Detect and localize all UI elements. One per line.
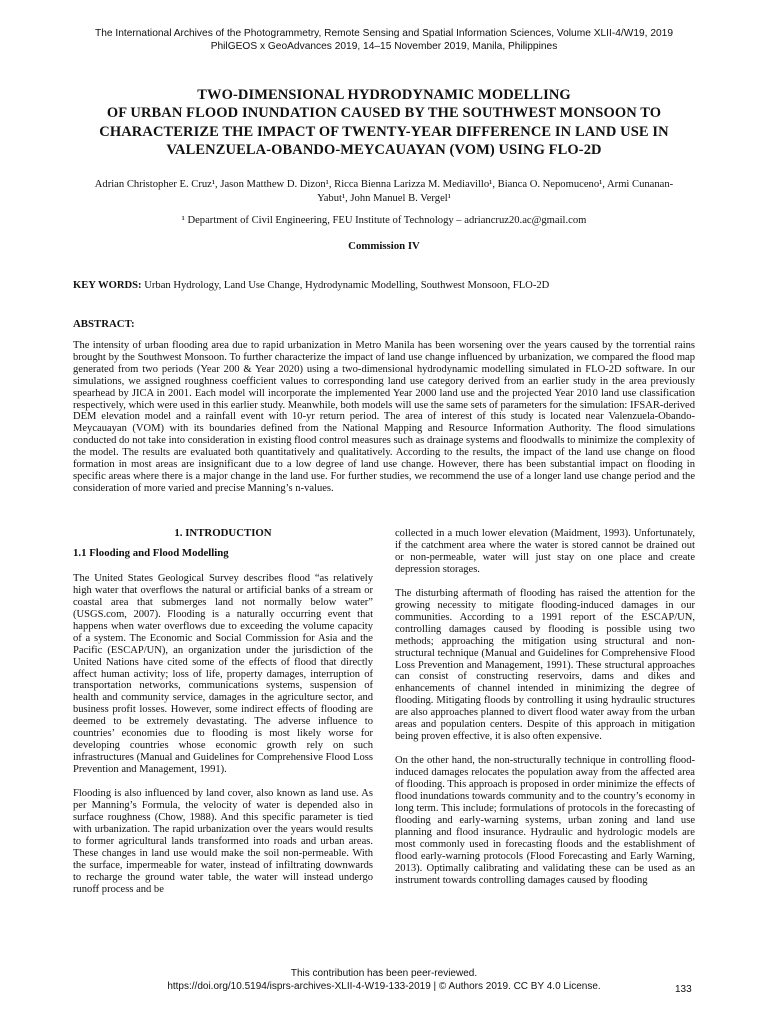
body-paragraph: collected in a much lower elevation (Maidment, 1993). Unfortunately, if the catchment area where the water is stored cannot be drained out or non-permeable, water will just stay on one place and create depression storages. xyxy=(395,528,695,575)
paper-title xyxy=(40,86,728,159)
title-line: OF URBAN FLOOD INUNDATION CAUSED BY THE SOUTHWEST MONSOON TO xyxy=(106,105,662,122)
page-number: 133 xyxy=(675,984,692,995)
abstract-text: The intensity of urban flooding area due to rapid urbanization in Metro Manila has been worsening over the years caused by the torrential rains brought by the Southwest Monsoon. To further characterize the impact of land use change influenced by urbanization, we compared the flood map generated from two periods (Year 200 & Year 2020) using a two-dimensional hydrodynamic modelling simulated in FLO-2D software. In our simulations, we assigned roughness coefficient values to corresponding land use category derived from an earlier study in the area previously spearhead by JICA in 2001. Each model will incorporate the implemented Year 2000 land use and the projected Year 2010 land use classification respectively, which were used in this earlier study. Meanwhile, both models will use the same sets of parameters for the simulation: IFSAR-derived DEM elevation model and a rainfall event with 10-yr return period. The area of interest of this study is located near Valenzuela-Obando-Meycauayan (VOM) with its boundaries defined from the National Mapping and Resource Information Authority. The flood simulations conducted do not take into consideration in existing flood control measures such as drainage systems and floodwalls to minimize the complexity of the model. The results are evaluated both quantitatively and qualitatively. According to the results, the impact of the land use change on flood formation in most areas are insignificant due to a low degree of land use change. However, there has been substantial impact on flooding in specific areas where there is a major change in the land use. For further studies, we recommend the use of a longer land use change period and the consideration of more varied and precise Manning’s n-values. xyxy=(73,340,695,494)
affiliation: ¹ Department of Civil Engineering, FEU Institute of Technology – adriancruz20.ac@gmail.com xyxy=(181,215,587,226)
body-paragraph: The disturbing aftermath of flooding has raised the attention for the growing necessity to mitigate flooding-induced damages in our communities. According to a 1991 report of the ESCAP/UN, controlling damages caused by flooding is possible using two methods; approaching the mitigation using structural and non-structural technique (Manual and Guidelines for Comprehensive Flood Loss Prevention and Management, 1991). These structural approaches can consist of constructing reservoirs, dams and dikes and enhancements of channel intended in minimizing the degree of flooding. Mitigating floods by controlling it using hydraulic structures are also approaches planned to divert flood water away from the urban areas and population centers. Despite of this approach in mitigation being proven effective, it is also often expensive. xyxy=(395,587,695,743)
body-paragraph: On the other hand, the non-structurally technique in controlling flood-induced damages relocates the population away from the affected area of flooding. This approach is proposed in order minimize the effects of flood inundations towards community and to the country’s economy in long term. This include; formulations of protocols in the forecasting of flooding and early-warning systems, urban zoning and land use planning and flood insurance. Hydraulic and hydrologic models are most commonly used in forecasting floods and the establishment of flood early-warning protocols (Flood Forecasting and Early Warning, 2013). Optimally calibrating and validating these can be used as an instrument towards controlling damages caused by flooding xyxy=(395,755,695,886)
body-paragraph: Flooding is also influenced by land cover, also known as land use. As per Manning’s Formula, the velocity of water is depended also in surface roughness (Chow, 1988). And this specific parameter is tied with urbanization. The rapid urbanization over the years would results to former agricultural lands transformed into roads and urban areas. These changes in land use would make the soil non-permeable. With the surface, impermeable for water, instead of infiltrating downwards to recharge the ground water table, the water will instead undergo runoff process and be xyxy=(73,788,373,895)
title-line: TWO-DIMENSIONAL HYDRODYNAMIC MODELLING xyxy=(197,87,571,103)
running-header xyxy=(0,27,768,53)
right-column xyxy=(395,528,695,899)
keywords-label: KEY WORDS: xyxy=(73,280,142,291)
header-conference-line: PhilGEOS x GeoAdvances 2019, 14–15 November 2019, Manila, Philippines xyxy=(210,41,558,52)
subsection-heading-flooding: 1.1 Flooding and Flood Modelling xyxy=(73,546,229,559)
page-footer xyxy=(0,968,768,993)
abstract-heading: ABSTRACT: xyxy=(73,318,135,330)
keywords-text: Urban Hydrology, Land Use Change, Hydrodynamic Modelling, Southwest Monsoon, FLO-2D xyxy=(141,280,550,291)
author-list: Adrian Christopher E. Cruz¹, Jason Matthew D. Dizon¹, Ricca Bienna Larizza M. Mediavillo¹, Bianca O. Nepomuceno¹, Armi Cunanan-Yabut¹, John Manuel B. Vergel¹ xyxy=(94,179,674,204)
section-heading-introduction: 1. INTRODUCTION xyxy=(174,527,272,539)
doi-license-line: https://doi.org/10.5194/isprs-archives-XLII-4-W19-133-2019 | © Authors 2019. CC BY 4.0 License. xyxy=(167,980,601,992)
keywords xyxy=(73,279,695,292)
header-volume-line: The International Archives of the Photogrammetry, Remote Sensing and Spatial Information Sciences, Volume XLII-4/W19, 2019 xyxy=(95,28,673,39)
peer-review-note: This contribution has been peer-reviewed. xyxy=(290,968,478,979)
title-line: VALENZUELA-OBANDO-MEYCAUAYAN (VOM) USING FLO-2D xyxy=(166,141,602,158)
title-line: CHARACTERIZE THE IMPACT OF TWENTY-YEAR DIFFERENCE IN LAND USE IN xyxy=(99,123,669,140)
commission-label: Commission IV xyxy=(348,240,420,252)
left-column xyxy=(73,528,373,908)
body-paragraph: The United States Geological Survey describes flood “as relatively high water that overflows the natural or artificial banks of a stream or coastal area that submerges land not normally below water” (USGS.com, 2007). Flooding is a naturally occurring event that happens when water overflows due to exceeding the volume capacity of a system. The Economic and Social Commission for Asia and the Pacific (ESCAP/UN), an organization under the jurisdiction of the United Nations have cited some of the effects of flood that directly affect human activity; loss of life, property damages, interruption of transportation networks, communications systems, suspension of health and community service, damages in the agriculture sector, and business profit losses. However, some indirect effects of flooding are deemed to be extremely devastating. The adverse influence to countries’ economies due to flooding is most likely worse for developing countries whose economic growth rely on such infrastructures (Manual and Guidelines for Comprehensive Flood Loss Prevention and Management, 1991). xyxy=(73,572,373,776)
